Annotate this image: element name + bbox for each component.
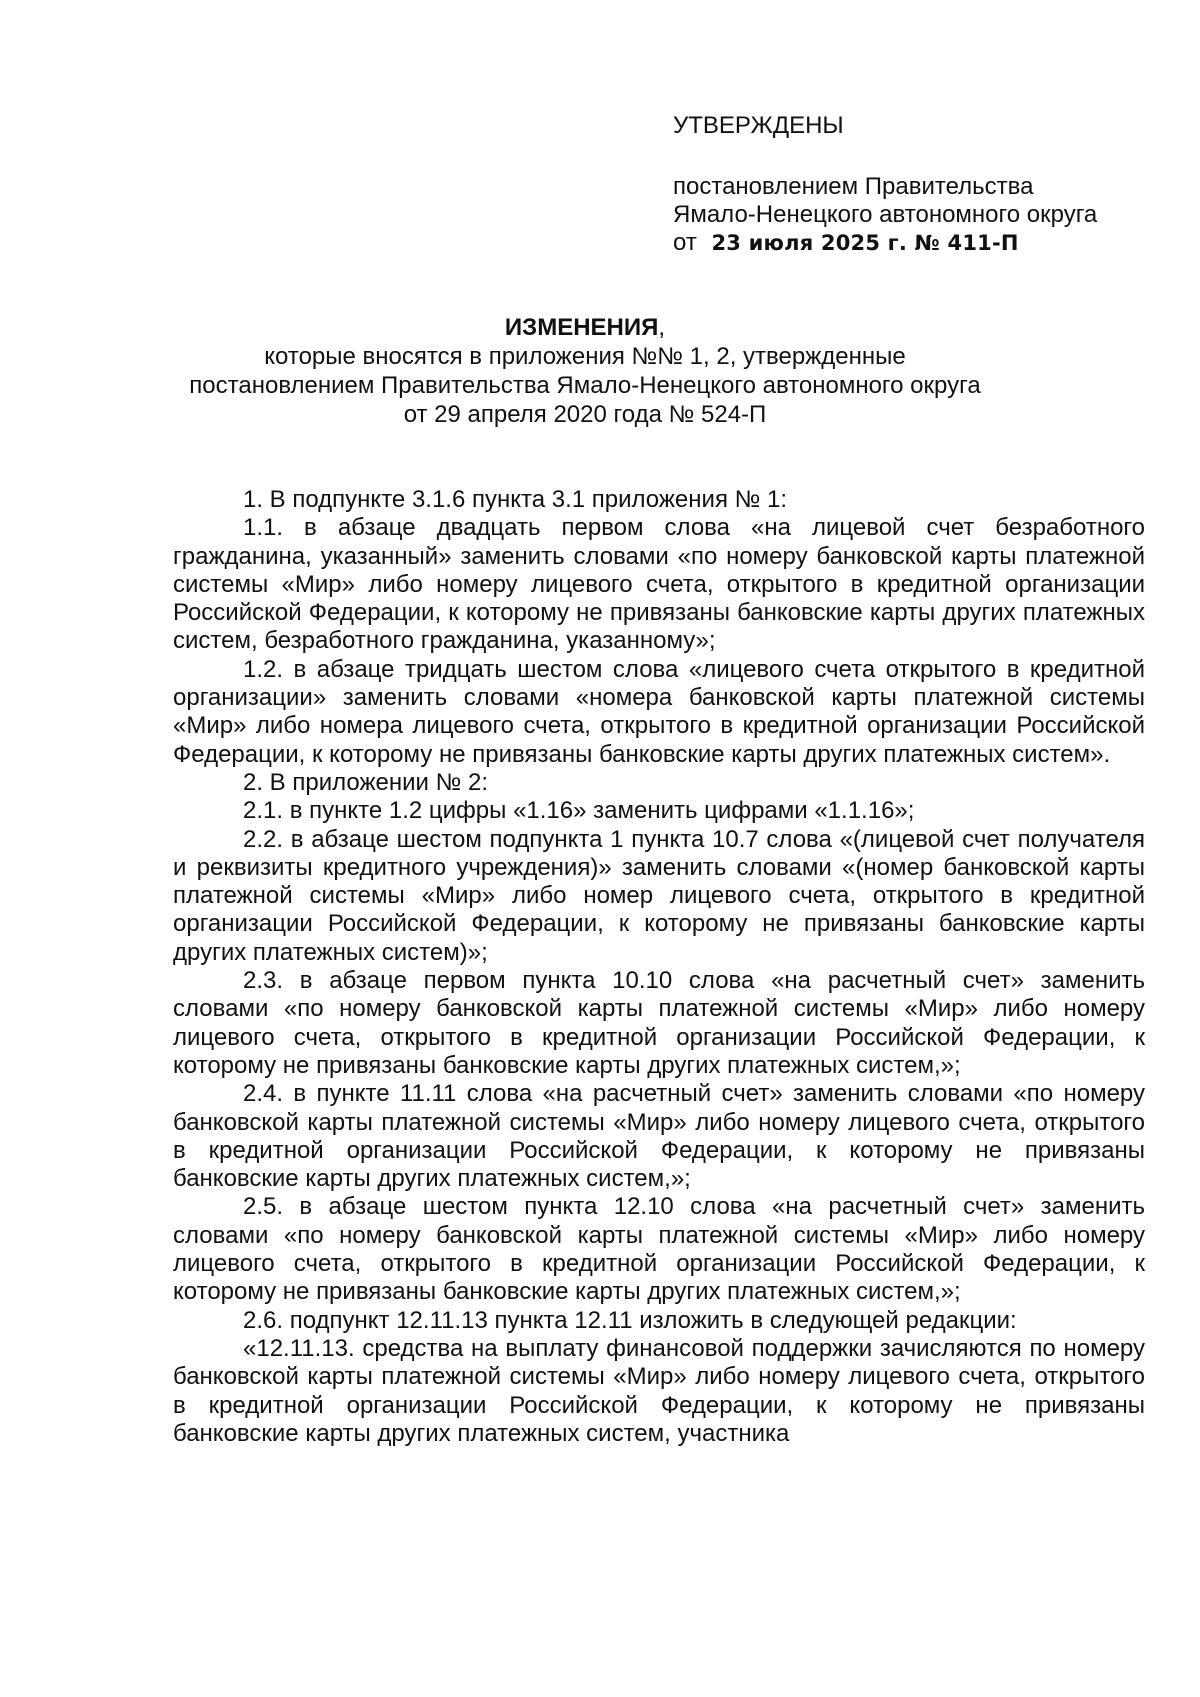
title-line-1: которые вносятся в приложения №№ 1, 2, утвержденные [264,343,906,370]
paragraph-2-2: 2.2. в абзаце шестом подпункта 1 пункта 10.7 слова «(лицевой счет получателя и реквизиты кредитного учреждения)» заменить словами «(номер банковской карты платежной системы «Мир» либо номер лицевого счета, открытого в кредитной организации Российской Федерации, к которому не привязаны банковские карты других платежных систем)»; [173,825,1145,966]
title-heading-bold: ИЗМЕНЕНИЯ [504,314,659,341]
title-line-2: постановлением Правительства Ямало-Ненецкого автономного округа [189,372,981,399]
approval-line-1: постановлением Правительства [673,173,1034,200]
paragraph-1-2: 1.2. в абзаце тридцать шестом слова «лицевого счета открытого в кредитной организации» заменить словами «номера банковской карты платежной системы «Мир» либо номера лицевого счета, открытого в кредитной организации Российской Федерации, к которому не привязаны банковские карты других платежных систем». [173,655,1145,768]
paragraph-1-1: 1.1. в абзаце двадцать первом слова «на лицевой счет безработного гражданина, указанный» заменить словами «по номеру банковской карты платежной системы «Мир» либо номеру лицевого счета, открытого в кредитной организации Российской Федерации, к которому не привязаны банковские карты других платежных систем, безработного гражданина, указанному»; [173,514,1145,655]
approval-line-2: Ямало-Ненецкого автономного округа [673,201,1098,228]
document-title [150,313,1020,429]
paragraph-1: 1. В подпункте 3.1.6 пункта 3.1 приложения № 1: [243,486,788,513]
approval-heading: УТВЕРЖДЕНЫ [673,112,844,139]
approval-block [673,112,1173,257]
title-heading-comma: , [658,314,666,341]
approval-date-stamp: 23 июля 2025 г. № 411-П [711,231,1019,255]
paragraph-2-6: 2.6. подпункт 12.11.13 пункта 12.11 изложить в следующей редакции: [243,1306,1017,1334]
paragraph-12-11-13: «12.11.13. средства на выплату финансовой поддержки зачисляются по номеру банковской карты платежной системы «Мир» либо номеру лицевого счета, открытого в кредитной организации Российской Федерации, к которому не привязаны банковские карты других платежных систем, участника [173,1334,1145,1447]
approval-date-line [673,229,1173,257]
paragraph-2-4: 2.4. в пункте 11.11 слова «на расчетный счет» заменить словами «по номеру банковской карты платежной системы «Мир» либо номеру лицевого счета, открытого в кредитной организации Российской Федерации, к которому не привязаны банковские карты других платежных систем,»; [173,1080,1145,1193]
title-line-3: от 29 апреля 2020 года № 524-П [403,401,767,428]
paragraph-2: 2. В приложении № 2: [243,768,489,796]
approval-date-prefix: от [673,229,697,256]
paragraph-2-5: 2.5. в абзаце шестом пункта 12.10 слова «на расчетный счет» заменить словами «по номеру банковской карты платежной системы «Мир» либо номеру лицевого счета, открытого в кредитной организации Российской Федерации, к которому не привязаны банковские карты других платежных систем,»; [173,1193,1145,1306]
title-heading [150,313,1020,342]
document-body [173,486,1145,1448]
paragraph-2-1: 2.1. в пункте 1.2 цифры «1.16» заменить цифрами «1.1.16»; [243,797,915,825]
paragraph-2-3: 2.3. в абзаце первом пункта 10.10 слова «на расчетный счет» заменить словами «по номеру банковской карты платежной системы «Мир» либо номеру лицевого счета, открытого в кредитной организации Российской Федерации, к которому не привязаны банковские карты других платежных систем,»; [173,967,1145,1079]
